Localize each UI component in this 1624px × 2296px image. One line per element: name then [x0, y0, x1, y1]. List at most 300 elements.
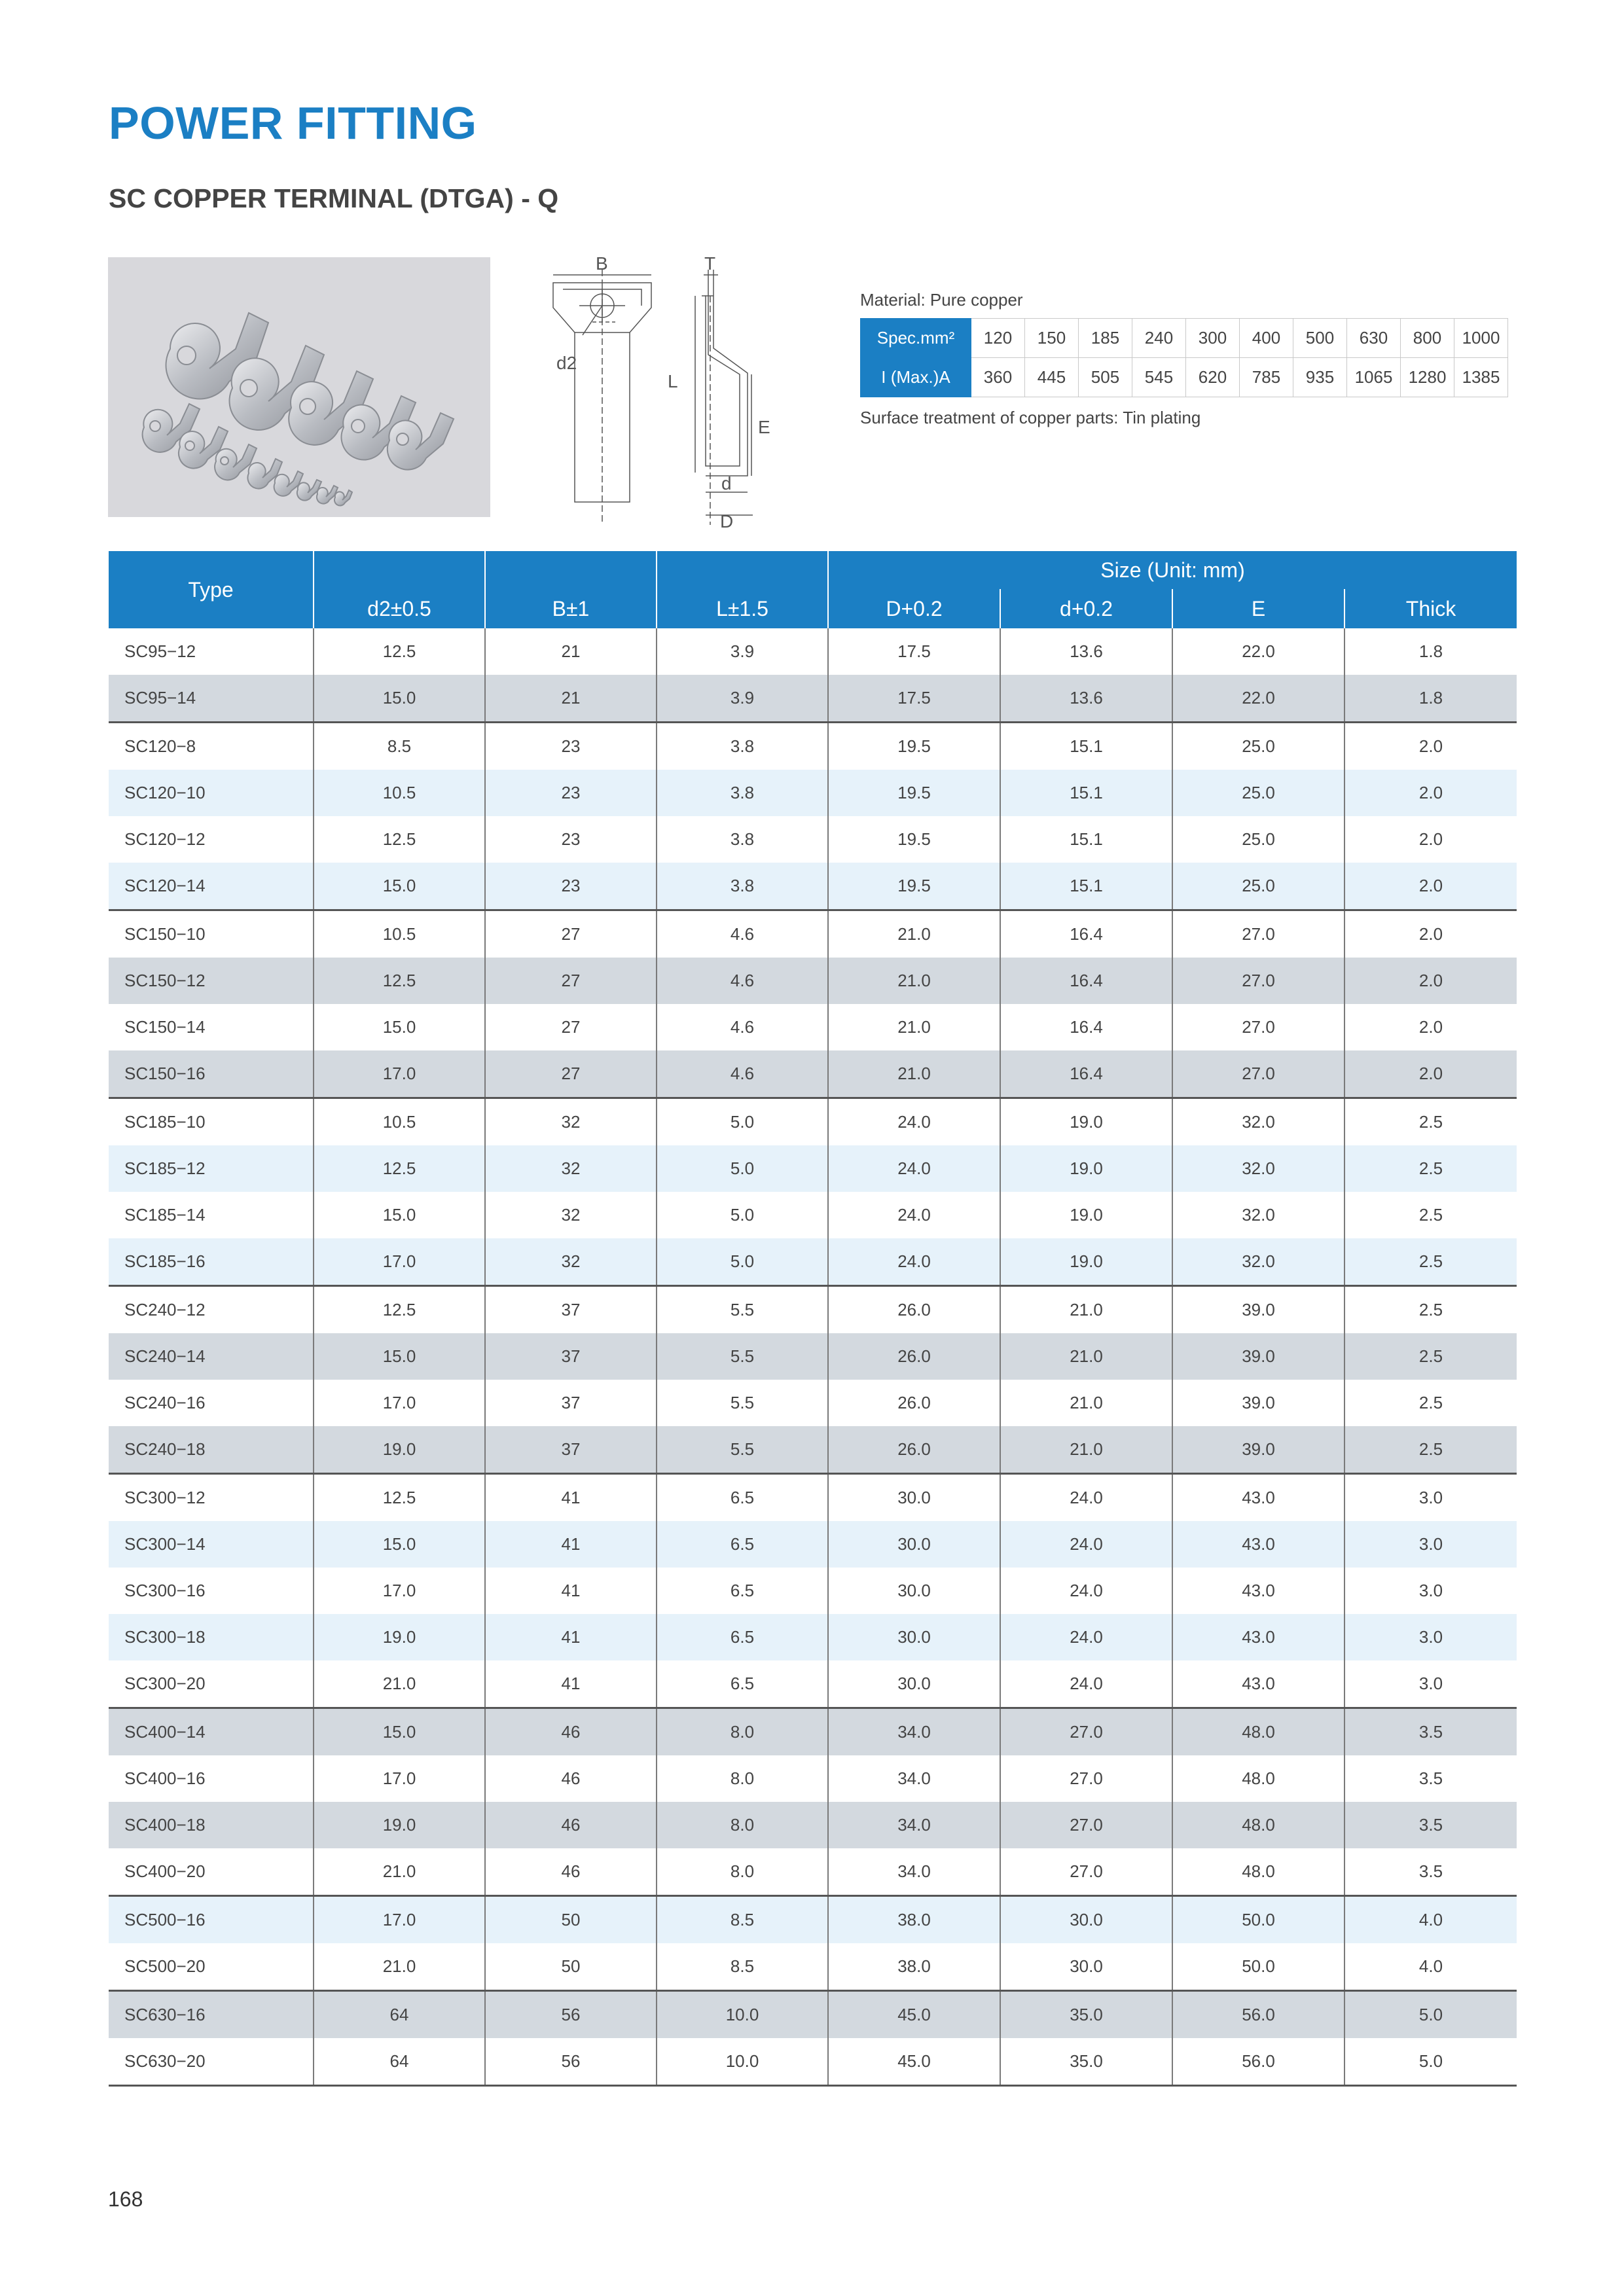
type-cell: SC185−12: [109, 1145, 314, 1192]
value-cell: 17.0: [314, 1755, 485, 1802]
value-cell: 12.5: [314, 628, 485, 675]
value-cell: 5.5: [657, 1426, 828, 1474]
value-cell: 24.0: [1000, 1660, 1172, 1708]
value-cell: 13.6: [1000, 628, 1172, 675]
type-cell: SC400−14: [109, 1708, 314, 1756]
value-cell: 8.0: [657, 1708, 828, 1756]
value-cell: 38.0: [828, 1943, 1000, 1991]
table-row: [109, 1145, 1517, 1192]
spec-value: 240: [1132, 319, 1186, 358]
value-cell: 21.0: [314, 1660, 485, 1708]
value-cell: 27.0: [1172, 1004, 1344, 1050]
value-cell: 8.5: [657, 1943, 828, 1991]
value-cell: 30.0: [1000, 1896, 1172, 1944]
value-cell: 48.0: [1172, 1708, 1344, 1756]
value-cell: 5.0: [657, 1192, 828, 1238]
value-cell: 15.0: [314, 1004, 485, 1050]
table-row: [109, 1708, 1517, 1756]
table-row: [109, 1238, 1517, 1286]
value-cell: 6.5: [657, 1614, 828, 1660]
value-cell: 4.6: [657, 910, 828, 958]
value-cell: 6.5: [657, 1568, 828, 1614]
value-cell: 3.0: [1344, 1521, 1517, 1568]
value-cell: 27: [485, 910, 657, 958]
column-header: d+0.2: [1000, 589, 1172, 628]
current-value: 1065: [1347, 358, 1401, 397]
value-cell: 3.5: [1344, 1848, 1517, 1896]
table-row: [109, 1521, 1517, 1568]
value-cell: 4.6: [657, 1050, 828, 1098]
value-cell: 23: [485, 863, 657, 910]
value-cell: 21.0: [828, 1004, 1000, 1050]
value-cell: 37: [485, 1286, 657, 1334]
type-cell: SC400−20: [109, 1848, 314, 1896]
value-cell: 6.5: [657, 1660, 828, 1708]
value-cell: 24.0: [1000, 1521, 1172, 1568]
value-cell: 24.0: [828, 1098, 1000, 1146]
value-cell: 32.0: [1172, 1098, 1344, 1146]
column-header: E: [1172, 589, 1344, 628]
table-row: [109, 1426, 1517, 1474]
value-cell: 16.4: [1000, 1050, 1172, 1098]
value-cell: 23: [485, 770, 657, 816]
spec-value: 150: [1025, 319, 1079, 358]
value-cell: 48.0: [1172, 1802, 1344, 1848]
value-cell: 30.0: [1000, 1943, 1172, 1991]
value-cell: 21: [485, 675, 657, 723]
value-cell: 3.8: [657, 863, 828, 910]
value-cell: 27: [485, 1004, 657, 1050]
spec-value: 500: [1293, 319, 1347, 358]
value-cell: 39.0: [1172, 1286, 1344, 1334]
current-value: 1280: [1401, 358, 1454, 397]
value-cell: 6.5: [657, 1474, 828, 1522]
type-header: Type: [109, 551, 314, 628]
value-cell: 39.0: [1172, 1380, 1344, 1426]
value-cell: 5.0: [657, 1098, 828, 1146]
value-cell: 46: [485, 1848, 657, 1896]
value-cell: 6.5: [657, 1521, 828, 1568]
value-cell: 2.5: [1344, 1333, 1517, 1380]
value-cell: 24.0: [828, 1192, 1000, 1238]
value-cell: 8.5: [657, 1896, 828, 1944]
material-note: Material: Pure copper: [860, 290, 1023, 310]
value-cell: 5.5: [657, 1286, 828, 1334]
value-cell: 2.5: [1344, 1286, 1517, 1334]
value-cell: 26.0: [828, 1426, 1000, 1474]
value-cell: 15.0: [314, 1708, 485, 1756]
table-row: [109, 1004, 1517, 1050]
table-row: [109, 1896, 1517, 1944]
type-cell: SC630−16: [109, 1991, 314, 2039]
value-cell: 26.0: [828, 1286, 1000, 1334]
value-cell: 2.5: [1344, 1238, 1517, 1286]
type-cell: SC185−10: [109, 1098, 314, 1146]
value-cell: 2.0: [1344, 910, 1517, 958]
type-cell: SC150−14: [109, 1004, 314, 1050]
value-cell: 15.0: [314, 1521, 485, 1568]
header-spacer: [314, 551, 485, 589]
value-cell: 10.5: [314, 770, 485, 816]
table-row: [109, 1991, 1517, 2039]
value-cell: 27.0: [1000, 1802, 1172, 1848]
value-cell: 1.8: [1344, 628, 1517, 675]
value-cell: 64: [314, 2038, 485, 2086]
value-cell: 2.0: [1344, 863, 1517, 910]
value-cell: 21.0: [828, 958, 1000, 1004]
table-row: [109, 910, 1517, 958]
value-cell: 21.0: [314, 1848, 485, 1896]
value-cell: 2.5: [1344, 1380, 1517, 1426]
value-cell: 46: [485, 1802, 657, 1848]
value-cell: 15.0: [314, 1192, 485, 1238]
value-cell: 10.5: [314, 1098, 485, 1146]
table-row: [109, 1660, 1517, 1708]
table-row: [109, 1380, 1517, 1426]
value-cell: 27.0: [1000, 1755, 1172, 1802]
value-cell: 19.0: [1000, 1238, 1172, 1286]
value-cell: 21.0: [1000, 1380, 1172, 1426]
value-cell: 37: [485, 1333, 657, 1380]
value-cell: 21.0: [828, 910, 1000, 958]
value-cell: 13.6: [1000, 675, 1172, 723]
value-cell: 41: [485, 1568, 657, 1614]
value-cell: 35.0: [1000, 1991, 1172, 2039]
value-cell: 2.0: [1344, 723, 1517, 770]
value-cell: 56.0: [1172, 2038, 1344, 2086]
value-cell: 2.0: [1344, 1050, 1517, 1098]
value-cell: 43.0: [1172, 1474, 1344, 1522]
value-cell: 56.0: [1172, 1991, 1344, 2039]
table-row: [109, 1802, 1517, 1848]
value-cell: 8.0: [657, 1802, 828, 1848]
value-cell: 12.5: [314, 1286, 485, 1334]
value-cell: 19.5: [828, 816, 1000, 863]
value-cell: 4.6: [657, 958, 828, 1004]
current-row: [861, 358, 1508, 397]
column-header: d2±0.5: [314, 589, 485, 628]
surface-treatment-note: Surface treatment of copper parts: Tin plating: [860, 408, 1201, 427]
spec-row-label: Spec.mm²: [861, 319, 971, 358]
type-cell: SC150−16: [109, 1050, 314, 1098]
value-cell: 4.0: [1344, 1896, 1517, 1944]
value-cell: 21.0: [1000, 1333, 1172, 1380]
value-cell: 43.0: [1172, 1521, 1344, 1568]
value-cell: 48.0: [1172, 1755, 1344, 1802]
value-cell: 2.5: [1344, 1426, 1517, 1474]
value-cell: 12.5: [314, 958, 485, 1004]
value-cell: 19.5: [828, 723, 1000, 770]
value-cell: 32: [485, 1238, 657, 1286]
size-table: [109, 551, 1517, 2087]
value-cell: 5.5: [657, 1380, 828, 1426]
value-cell: 39.0: [1172, 1426, 1344, 1474]
value-cell: 12.5: [314, 1145, 485, 1192]
column-header: Thick: [1344, 589, 1517, 628]
value-cell: 15.1: [1000, 863, 1172, 910]
value-cell: 32: [485, 1098, 657, 1146]
value-cell: 3.0: [1344, 1474, 1517, 1522]
value-cell: 19.0: [1000, 1145, 1172, 1192]
value-cell: 5.5: [657, 1333, 828, 1380]
value-cell: 19.0: [1000, 1192, 1172, 1238]
value-cell: 5.0: [1344, 1991, 1517, 2039]
spec-value: 400: [1240, 319, 1293, 358]
value-cell: 64: [314, 1991, 485, 2039]
value-cell: 25.0: [1172, 863, 1344, 910]
value-cell: 12.5: [314, 816, 485, 863]
table-row: [109, 1474, 1517, 1522]
value-cell: 23: [485, 723, 657, 770]
column-header: L±1.5: [657, 589, 828, 628]
type-cell: SC240−18: [109, 1426, 314, 1474]
type-cell: SC150−10: [109, 910, 314, 958]
value-cell: 34.0: [828, 1755, 1000, 1802]
value-cell: 22.0: [1172, 675, 1344, 723]
value-cell: 5.0: [657, 1145, 828, 1192]
value-cell: 15.0: [314, 675, 485, 723]
type-cell: SC240−12: [109, 1286, 314, 1334]
value-cell: 8.0: [657, 1755, 828, 1802]
type-cell: SC630−20: [109, 2038, 314, 2086]
value-cell: 17.5: [828, 628, 1000, 675]
drawing-label-b: B: [596, 257, 608, 274]
value-cell: 50.0: [1172, 1943, 1344, 1991]
spec-current-table: [860, 318, 1508, 397]
value-cell: 41: [485, 1614, 657, 1660]
value-cell: 38.0: [828, 1896, 1000, 1944]
value-cell: 27.0: [1000, 1708, 1172, 1756]
value-cell: 46: [485, 1755, 657, 1802]
current-value: 505: [1079, 358, 1132, 397]
value-cell: 1.8: [1344, 675, 1517, 723]
table-row: [109, 1614, 1517, 1660]
spec-value: 630: [1347, 319, 1401, 358]
table-row: [109, 1098, 1517, 1146]
type-cell: SC400−16: [109, 1755, 314, 1802]
value-cell: 5.0: [657, 1238, 828, 1286]
value-cell: 17.0: [314, 1238, 485, 1286]
value-cell: 19.0: [314, 1802, 485, 1848]
value-cell: 27.0: [1172, 910, 1344, 958]
value-cell: 2.0: [1344, 958, 1517, 1004]
type-cell: SC150−12: [109, 958, 314, 1004]
type-cell: SC120−10: [109, 770, 314, 816]
size-unit-header: Size (Unit: mm): [828, 551, 1517, 589]
value-cell: 3.0: [1344, 1660, 1517, 1708]
value-cell: 17.0: [314, 1568, 485, 1614]
value-cell: 41: [485, 1474, 657, 1522]
value-cell: 5.0: [1344, 2038, 1517, 2086]
drawing-label-t: T: [704, 257, 716, 274]
value-cell: 32.0: [1172, 1238, 1344, 1286]
current-value: 360: [971, 358, 1025, 397]
value-cell: 3.5: [1344, 1802, 1517, 1848]
value-cell: 30.0: [828, 1660, 1000, 1708]
type-cell: SC400−18: [109, 1802, 314, 1848]
type-cell: SC120−8: [109, 723, 314, 770]
table-row: [109, 958, 1517, 1004]
spec-row: [861, 319, 1508, 358]
value-cell: 24.0: [1000, 1568, 1172, 1614]
value-cell: 12.5: [314, 1474, 485, 1522]
value-cell: 26.0: [828, 1380, 1000, 1426]
table-row: [109, 1755, 1517, 1802]
value-cell: 30.0: [828, 1521, 1000, 1568]
drawing-label-l: L: [668, 371, 678, 391]
current-value: 620: [1186, 358, 1240, 397]
type-cell: SC300−16: [109, 1568, 314, 1614]
type-cell: SC185−16: [109, 1238, 314, 1286]
table-row: [109, 1286, 1517, 1334]
type-cell: SC120−14: [109, 863, 314, 910]
value-cell: 50: [485, 1943, 657, 1991]
table-row: [109, 1050, 1517, 1098]
value-cell: 27: [485, 958, 657, 1004]
value-cell: 2.5: [1344, 1098, 1517, 1146]
table-row: [109, 723, 1517, 770]
value-cell: 19.0: [314, 1614, 485, 1660]
value-cell: 43.0: [1172, 1568, 1344, 1614]
value-cell: 32: [485, 1192, 657, 1238]
drawing-label-d-outer: D: [720, 511, 734, 531]
table-row: [109, 770, 1517, 816]
value-cell: 37: [485, 1426, 657, 1474]
value-cell: 4.0: [1344, 1943, 1517, 1991]
value-cell: 15.1: [1000, 816, 1172, 863]
value-cell: 2.5: [1344, 1192, 1517, 1238]
type-cell: SC185−14: [109, 1192, 314, 1238]
value-cell: 3.8: [657, 816, 828, 863]
table-row: [109, 1192, 1517, 1238]
table-row: [109, 1333, 1517, 1380]
value-cell: 37: [485, 1380, 657, 1426]
value-cell: 19.0: [314, 1426, 485, 1474]
table-row: [109, 816, 1517, 863]
column-header-row: [109, 589, 1517, 628]
value-cell: 15.1: [1000, 723, 1172, 770]
type-cell: SC240−14: [109, 1333, 314, 1380]
value-cell: 3.8: [657, 723, 828, 770]
value-cell: 35.0: [1000, 2038, 1172, 2086]
header-spacer: [657, 551, 828, 589]
type-cell: SC120−12: [109, 816, 314, 863]
value-cell: 2.5: [1344, 1145, 1517, 1192]
value-cell: 34.0: [828, 1802, 1000, 1848]
value-cell: 24.0: [1000, 1474, 1172, 1522]
value-cell: 2.0: [1344, 1004, 1517, 1050]
table-row: [109, 1848, 1517, 1896]
value-cell: 46: [485, 1708, 657, 1756]
value-cell: 32.0: [1172, 1192, 1344, 1238]
value-cell: 27.0: [1172, 958, 1344, 1004]
spec-value: 120: [971, 319, 1025, 358]
value-cell: 45.0: [828, 2038, 1000, 2086]
value-cell: 21.0: [1000, 1426, 1172, 1474]
page-number: 168: [108, 2187, 143, 2211]
value-cell: 56: [485, 1991, 657, 2039]
value-cell: 8.5: [314, 723, 485, 770]
value-cell: 25.0: [1172, 816, 1344, 863]
value-cell: 30.0: [828, 1568, 1000, 1614]
table-row: [109, 2038, 1517, 2086]
value-cell: 50: [485, 1896, 657, 1944]
value-cell: 15.0: [314, 863, 485, 910]
type-cell: SC300−14: [109, 1521, 314, 1568]
value-cell: 10.5: [314, 910, 485, 958]
value-cell: 48.0: [1172, 1848, 1344, 1896]
value-cell: 17.0: [314, 1896, 485, 1944]
value-cell: 56: [485, 2038, 657, 2086]
type-cell: SC300−18: [109, 1614, 314, 1660]
column-header: D+0.2: [828, 589, 1000, 628]
spec-value: 300: [1186, 319, 1240, 358]
value-cell: 27: [485, 1050, 657, 1098]
value-cell: 3.0: [1344, 1568, 1517, 1614]
value-cell: 24.0: [828, 1145, 1000, 1192]
page-title: POWER FITTING: [109, 98, 477, 149]
table-row: [109, 1568, 1517, 1614]
value-cell: 34.0: [828, 1848, 1000, 1896]
type-cell: SC300−20: [109, 1660, 314, 1708]
table-row: [109, 675, 1517, 723]
current-row-label: I (Max.)A: [861, 358, 971, 397]
value-cell: 26.0: [828, 1333, 1000, 1380]
value-cell: 3.8: [657, 770, 828, 816]
value-cell: 43.0: [1172, 1614, 1344, 1660]
spec-value: 800: [1401, 319, 1454, 358]
value-cell: 23: [485, 816, 657, 863]
value-cell: 24.0: [828, 1238, 1000, 1286]
type-cell: SC95−14: [109, 675, 314, 723]
value-cell: 15.0: [314, 1333, 485, 1380]
value-cell: 21.0: [828, 1050, 1000, 1098]
value-cell: 3.5: [1344, 1708, 1517, 1756]
value-cell: 17.5: [828, 675, 1000, 723]
value-cell: 21.0: [1000, 1286, 1172, 1334]
type-cell: SC95−12: [109, 628, 314, 675]
value-cell: 3.9: [657, 628, 828, 675]
value-cell: 3.5: [1344, 1755, 1517, 1802]
value-cell: 2.0: [1344, 770, 1517, 816]
value-cell: 17.0: [314, 1380, 485, 1426]
technical-drawing: [537, 257, 812, 531]
value-cell: 17.0: [314, 1050, 485, 1098]
value-cell: 19.5: [828, 770, 1000, 816]
value-cell: 30.0: [828, 1474, 1000, 1522]
type-cell: SC240−16: [109, 1380, 314, 1426]
value-cell: 25.0: [1172, 723, 1344, 770]
value-cell: 25.0: [1172, 770, 1344, 816]
value-cell: 15.1: [1000, 770, 1172, 816]
value-cell: 8.0: [657, 1848, 828, 1896]
value-cell: 16.4: [1000, 1004, 1172, 1050]
drawing-label-d: d: [721, 473, 732, 493]
table-row: [109, 628, 1517, 675]
value-cell: 3.9: [657, 675, 828, 723]
drawing-label-d2: d2: [556, 353, 577, 373]
value-cell: 21.0: [314, 1943, 485, 1991]
product-subtitle: SC COPPER TERMINAL (DTGA) - Q: [109, 183, 559, 213]
value-cell: 43.0: [1172, 1660, 1344, 1708]
value-cell: 50.0: [1172, 1896, 1344, 1944]
value-cell: 16.4: [1000, 910, 1172, 958]
value-cell: 41: [485, 1521, 657, 1568]
table-row: [109, 1943, 1517, 1991]
value-cell: 39.0: [1172, 1333, 1344, 1380]
current-value: 935: [1293, 358, 1347, 397]
column-header: B±1: [485, 589, 657, 628]
